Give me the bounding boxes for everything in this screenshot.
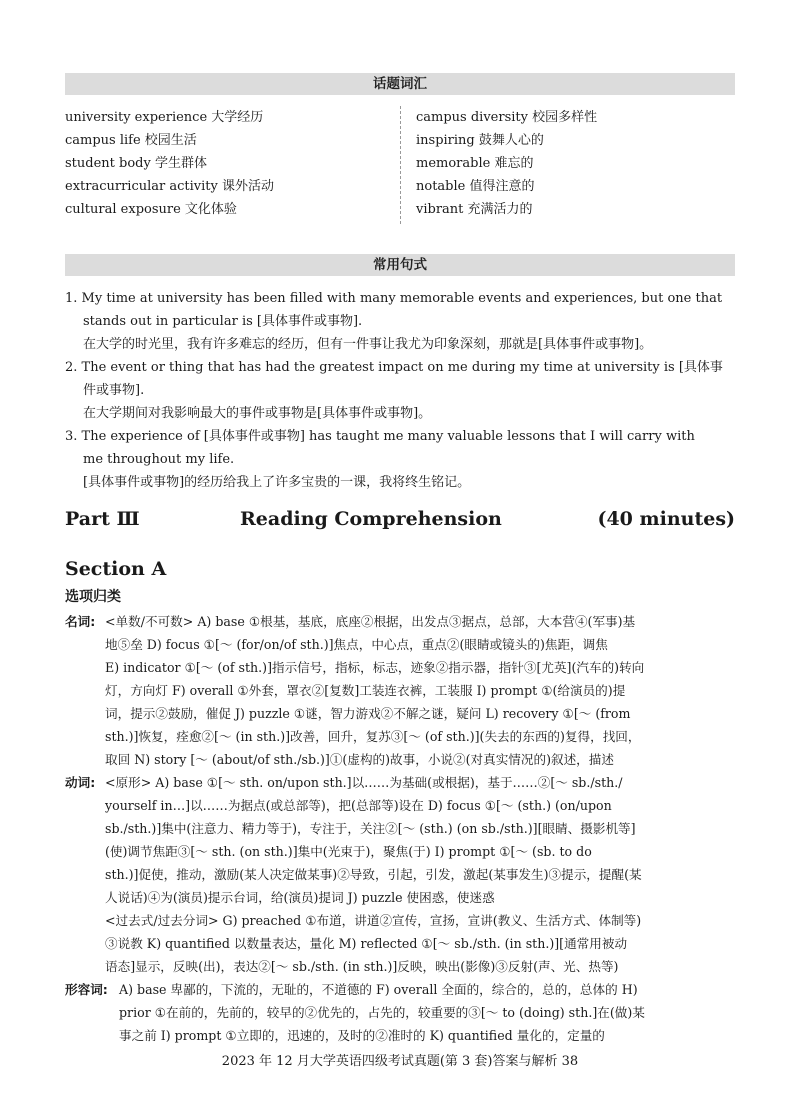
vocab-item: campus life 校园生活: [65, 133, 197, 148]
section-title: Section A: [65, 558, 167, 580]
sentence-1-zh: 在大学的时光里，我有许多难忘的经历，但有一件事让我尤为印象深刻，那就是[具体事件或事物]。: [83, 337, 653, 352]
verb-body: [105, 771, 737, 978]
sentence-list: [65, 287, 737, 494]
vocab-left-column: [65, 106, 274, 221]
noun-body: [105, 610, 737, 771]
sentence-2-zh: 在大学期间对我影响最大的事件或事物是[具体事件或事物]。: [83, 406, 432, 421]
vocab-item: cultural exposure 文化体验: [65, 202, 237, 217]
vocab-item: campus diversity 校园多样性: [416, 110, 598, 125]
verb-line: sth.)]促使，推动，激励(某人决定做某事)②导致，引起，引发，激起(某事发生)③提示，提醒(某: [105, 867, 642, 882]
adj-block: [65, 978, 737, 1047]
vocab-right-column: [416, 106, 597, 221]
noun-line: 灯，方向灯 F) overall ①外套，罩衣②[复数]工装连衣裤，工装服 I) prompt ①(给演员的)提: [105, 683, 626, 698]
adj-label: 形容词:: [65, 982, 108, 997]
vocab-item: extracurricular activity 课外活动: [65, 179, 274, 194]
page-footer: 2023 年 12 月大学英语四级考试真题(第 3 套)答案与解析 38: [221, 1054, 579, 1069]
vocab-item: memorable 难忘的: [416, 156, 534, 171]
vocab-item: university experience 大学经历: [65, 110, 264, 125]
sentence-2-en-line1: 2. The event or thing that has had the greatest impact on me during my time at university is [具体事: [65, 360, 723, 375]
noun-line: <单数/不可数> A) base ①根基，基底，底座②根据，出发点③据点，总部，大本营④(军事)基: [105, 614, 636, 629]
sentence-1-en-line2: stands out in particular is [具体事件或事物].: [83, 314, 363, 329]
sentence-2-en-line2: 件或事物].: [83, 383, 145, 398]
vocab-header: 话题词汇: [65, 73, 735, 95]
verb-line: ③说教 K) quantified 以数量表达，量化 M) reflected ①[～ sb./sth. (in sth.)][通常用被动: [105, 936, 628, 951]
noun-line: E) indicator ①[～ (of sth.)]指示信号，指标，标志，迹象②指示器，指针③[尤英](汽车的)转向: [105, 660, 645, 675]
part-title: Reading Comprehension: [240, 508, 502, 530]
vocab-item: notable 值得注意的: [416, 179, 535, 194]
part-time: (40 minutes): [597, 508, 735, 530]
noun-line: 词，提示②鼓励，催促 J) puzzle ①谜，智力游戏②不解之谜，疑问 L) recovery ①[～ (from: [105, 706, 631, 721]
sentences-header: 常用句式: [65, 254, 735, 276]
vocab-item: vibrant 充满活力的: [416, 202, 533, 217]
verb-line: <原形> A) base ①[～ sth. on/upon sth.]以……为基础(或根据)，基于……②[～ sb./sth./: [105, 775, 623, 790]
column-divider: [400, 106, 401, 224]
verb-line: 人说话)④为(演员)提示台词，给(演员)提词 J) puzzle 使困惑，使迷惑: [105, 890, 495, 905]
verb-line: <过去式/过去分词> G) preached ①布道，讲道②宣传，宣扬，宣讲(教义、生活方式、体制等): [105, 913, 642, 928]
noun-block: [65, 610, 737, 771]
verb-line: 语态]显示，反映(出)，表达②[～ sb./sth. (in sth.)]反映，映出(影像)③反射(声、光、热等): [105, 959, 619, 974]
adj-line: A) base 卑鄙的，下流的，无耻的，不道德的 F) overall 全面的，综合的，总的，总体的 H): [119, 982, 638, 997]
part-label: Part Ⅲ: [65, 508, 140, 530]
noun-line: sth.)]恢复，痊愈②[～ (in sth.)]改善，回升，复苏③[～ (of sth.)](失去的东西的)复得，找回，: [105, 729, 641, 744]
noun-label: 名词:: [65, 614, 96, 629]
sentence-1-en-line1: 1. My time at university has been filled with many memorable events and experiences, but one that: [65, 291, 723, 306]
noun-line: 取回 N) story [～ (about/of sth./sb.)]①(虚构的)故事，小说②(对真实情况的)叙述，描述: [105, 752, 614, 767]
verb-line: yourself in…]以……为据点(或总部等)，把(总部等)设在 D) focus ①[～ (sth.) (on/upon: [105, 798, 612, 813]
sentence-3-en-line2: me throughout my life.: [83, 452, 235, 467]
sentence-3-en-line1: 3. The experience of [具体事件或事物] has taught me many valuable lessons that I will carry with: [65, 429, 695, 444]
vocab-item: student body 学生群体: [65, 156, 207, 171]
sentence-3-zh: [具体事件或事物]的经历给我上了许多宝贵的一课，我将终生铭记。: [83, 475, 471, 490]
verb-block: [65, 771, 737, 978]
noun-line: 地⑤垒 D) focus ①[～ (for/on/of sth.)]焦点，中心点，重点②(眼睛或镜头的)焦距，调焦: [105, 637, 608, 652]
vocab-item: inspiring 鼓舞人心的: [416, 133, 544, 148]
category-title: 选项归类: [65, 589, 121, 605]
verb-label: 动词:: [65, 775, 96, 790]
adj-line: 事之前 I) prompt ①立即的，迅速的，及时的②准时的 K) quantified 量化的，定量的: [119, 1028, 605, 1043]
verb-line: sb./sth.)]集中(注意力、精力等于)，专注于，关注②[～ (sth.) (on sb./sth.)][眼睛、摄影机等]: [105, 821, 636, 836]
adj-body: [119, 978, 737, 1047]
adj-line: prior ①在前的，先前的，较早的②优先的，占先的，较重要的③[～ to (doing) sth.]在(做)某: [119, 1005, 645, 1020]
verb-line: (使)调节焦距③[～ sth. (on sth.)]集中(光束于)，聚焦(于) I) prompt ①[～ (sb. to do: [105, 844, 592, 859]
